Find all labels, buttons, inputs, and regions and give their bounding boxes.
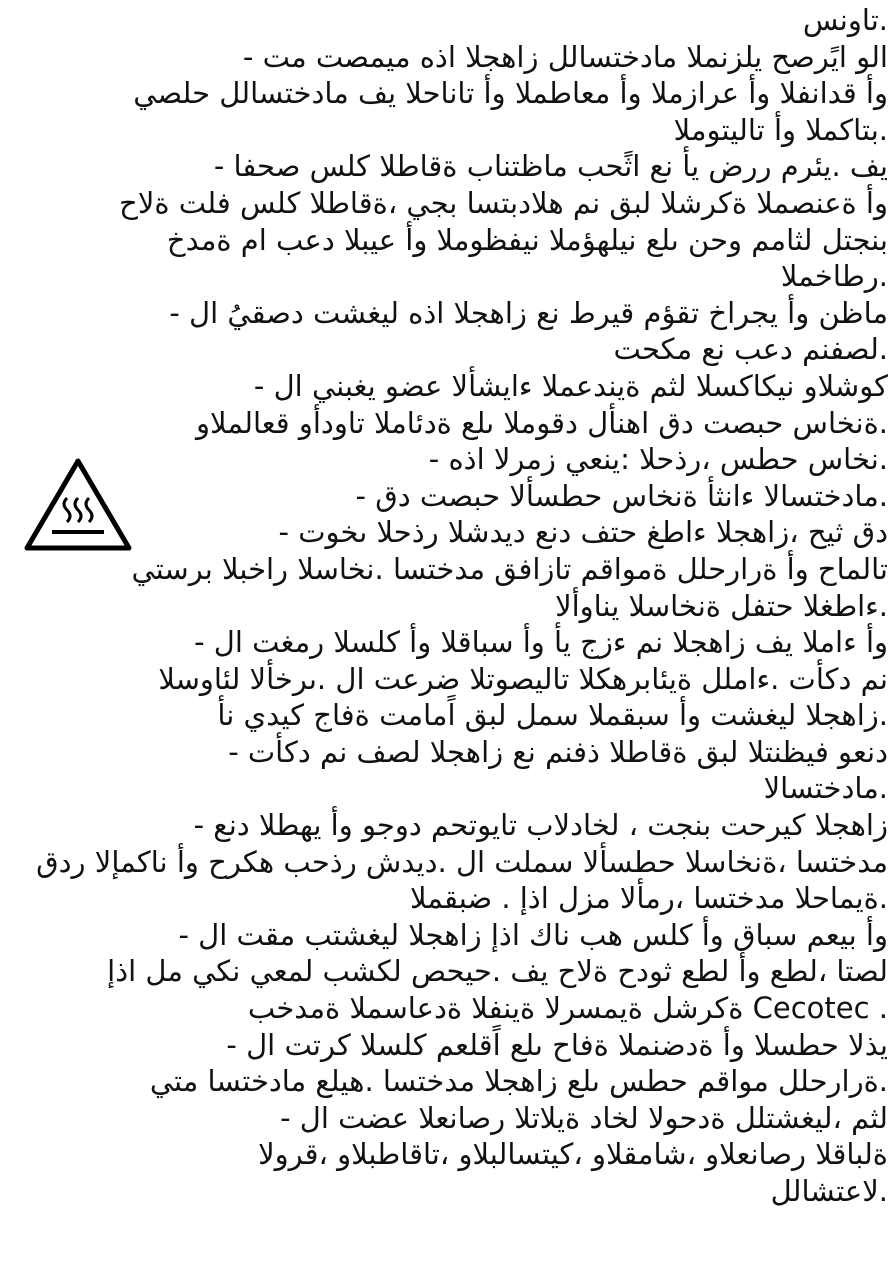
text-line: .ةنخاس حبصت دق اهنأل دقوملا ىلع ةدئاملا تاودأو قعالملاو bbox=[196, 405, 888, 440]
text-line: دق ثيح ،زاهجلا ءاطغ حتف دنع ديدشلا رذحلا ىخوت - bbox=[278, 515, 888, 550]
text-line: .نخاس حطس ،رذحلا :ينعي زمرلا اذه - bbox=[428, 442, 888, 477]
text-line: ةلباقلا رصانعلاو ،شامقلاو ،كيتسالبلاو ،تاقاطبلاو ،قرولا bbox=[258, 1137, 888, 1172]
text-line: بنجتل لثامم وحن ىلع نيلهؤملا نيفظوملا وأ عيبلا دعب ام ةمدخ bbox=[166, 222, 888, 257]
text-line: .ءاطغلا حتفل ةنخاسلا يناوألا bbox=[555, 588, 888, 623]
document-body bbox=[8, 2, 888, 1210]
text-line: .مادختسالا ءانثأ ةنخاس حطسألا حبصت دق - bbox=[355, 478, 888, 513]
hot-surface-warning-icon bbox=[22, 456, 134, 554]
text-line: .لاعتشالل bbox=[770, 1174, 888, 1208]
text-line: ماظن وأ يجراخ تقؤم قيرط نع زاهجلا اذه ليغشت دصقيُ ال - bbox=[169, 295, 888, 330]
text-line: وأ بيعم سباق وأ كلس هب ناك اذإ زاهجلا ليغشتب مقت ال - bbox=[178, 917, 888, 952]
text-line: .تاونس bbox=[802, 3, 888, 37]
text-line: .ةيماحلا مدختسا ،رمألا مزل اذإ . ضبقملا bbox=[409, 881, 888, 916]
text-line: .بتاكملا وأ تاليتوملا bbox=[673, 112, 888, 147]
text-line: يف .يئرم ررض يأ نع اثًحب ماظتناب ةقاطلا كلس صحفا - bbox=[213, 149, 888, 184]
text-line: دنعو فيظنتلا لبق ةقاطلا ذفنم نع زاهجلا لصف نم دكأت - bbox=[228, 734, 888, 769]
text-line: وأ ةعنصملا ةكرشلا لبق نم هلادبتسا بجي ،ةقاطلا كلس فلت ةلاح bbox=[119, 185, 888, 220]
text-line: كوشلاو نيكاكسلا لثم ةيندعملا ءايشألا عضو يغبني ال - bbox=[253, 368, 888, 403]
text-line: تالماح وأ ةرارحلل ةمواقم تازافق مدختسا .نخاسلا راخبلا برستي bbox=[131, 551, 888, 586]
text-line: يذلا حطسلا وأ ةدضنملا ةفاح ىلع اًقلعم كلسلا كرتت ال - bbox=[226, 1027, 888, 1062]
text-line: .ةرارحلل مواقم حطس ىلع زاهجلا مدختسا .هيلع مادختسا متي bbox=[149, 1064, 888, 1099]
text-line: الو ايًرصح يلزنملا مادختسالل زاهجلا اذه ميمصت مت - bbox=[242, 39, 888, 74]
text-line: لثم ،ليغشتلل ةدحولا لخاد ةيلاتلا رصانعلا عضت ال - bbox=[280, 1100, 888, 1135]
text-line: .زاهجلا ليغشت وأ سبقملا سمل لبق اًمامت ةفاج كيدي نأ bbox=[217, 698, 888, 733]
text-line: .رطاخملا bbox=[780, 259, 888, 294]
text-line: .مادختسالا bbox=[763, 771, 888, 806]
text-line: زاهجلا كيرحت بنجت ، لخادلاب تايوتحم دوجو وأ يهطلا دنع - bbox=[193, 808, 888, 843]
text-line: نم دكأت .ءاملل ةيئابرهكلا تاليصوتلا ضرعت ال .ىرخألا لئاوسلا bbox=[158, 661, 888, 696]
text-line: وأ قدانفلا وأ عرازملا وأ معاطملا وأ تاناحلا يف مادختسالل حلصي bbox=[133, 76, 888, 111]
text-line: لصتا ،لطع وأ لطع ثودح ةلاح يف .حيحص لكشب لمعي نكي مل اذإ bbox=[107, 954, 888, 989]
text-line: .لصفنم دعب نع مكحت bbox=[613, 332, 888, 367]
text-line: مدختسا ،ةنخاسلا حطسألا سملت ال .ديدش رذحب هكرح وأ ناكمإلا ردق bbox=[36, 844, 888, 879]
text-line: . Cecotec ةكرشل ةيمسرلا ةينفلا ةدعاسملا ةمدخب bbox=[247, 991, 888, 1026]
text-line: وأ ءاملا يف زاهجلا نم ءزج يأ وأ سباقلا وأ كلسلا رمغت ال - bbox=[194, 625, 888, 660]
